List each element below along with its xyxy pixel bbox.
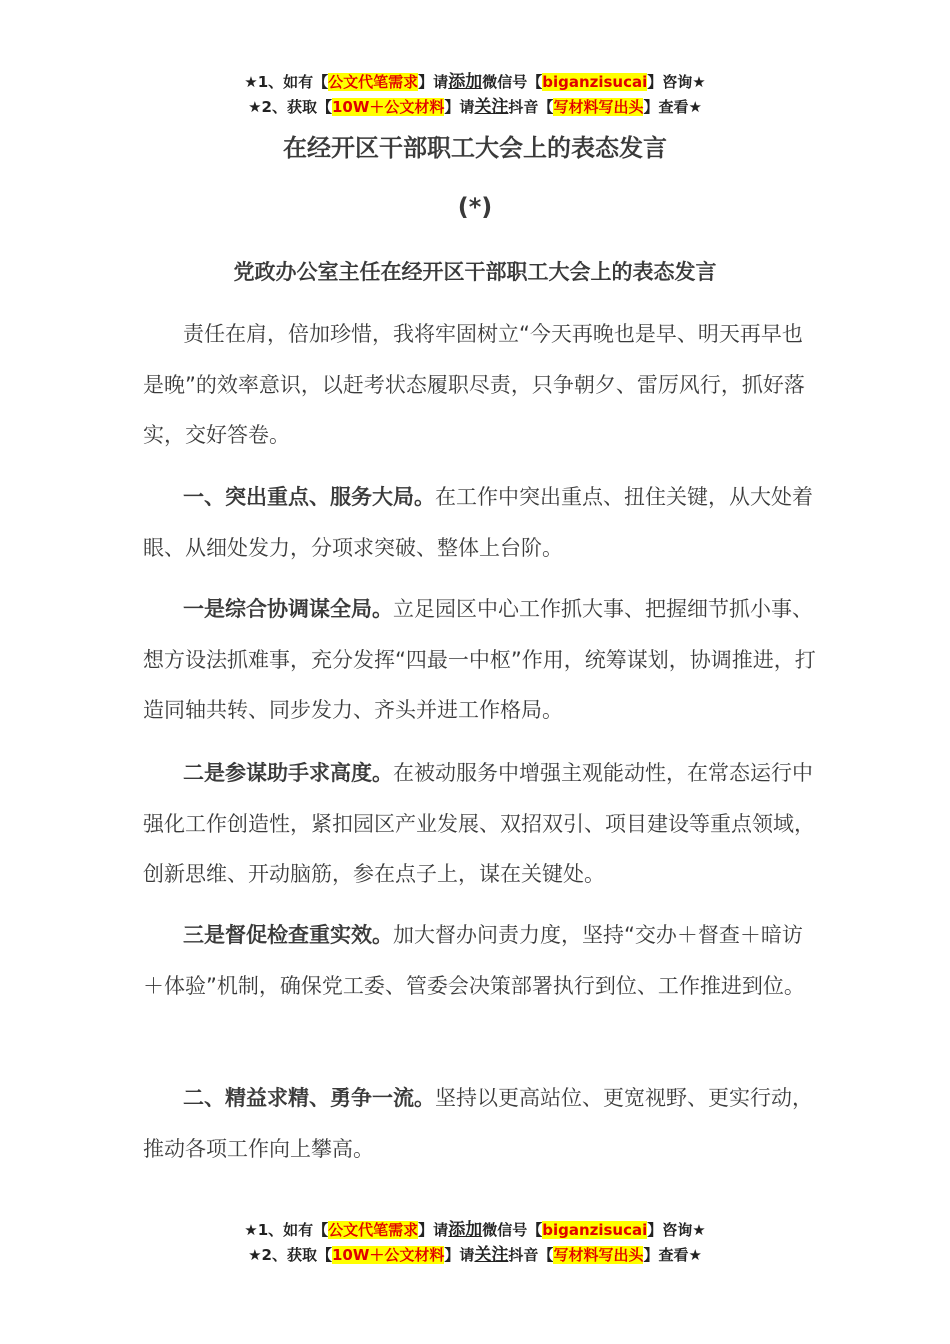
section-1-paragraph xyxy=(143,472,823,573)
banner-highlight-douyin: 写材料写出头 xyxy=(553,1246,644,1264)
banner-text: 】咨询★ xyxy=(647,73,706,91)
intro-paragraph: 责任在肩，倍加珍惜，我将牢固树立“今天再晚也是早、明天再早也是晚”的效率意识，以赶考状态履职尽责，只争朝夕、雷厉风行，抓好落实，交好答卷。 xyxy=(143,322,805,447)
document-title: 在经开区干部职工大会上的表态发言 xyxy=(283,134,667,162)
banner-text: ★2、获取【 xyxy=(248,98,332,116)
banner-line-1 xyxy=(0,70,950,95)
banner-text: ★1、如有【 xyxy=(244,1221,329,1239)
document-subtitle: 党政办公室主任在经开区干部职工大会上的表态发言 xyxy=(233,260,717,284)
bottom-banner xyxy=(0,1218,950,1268)
point-3-heading: 三是督促检查重实效。 xyxy=(183,923,393,947)
banner-line-1 xyxy=(0,1218,950,1243)
banner-highlight-service: 公文代笔需求 xyxy=(328,1221,419,1239)
point-2-body: 在被动服务中增强主观能动性，在常态运行中强化工作创造性，紧扣园区产业发展、双招双引、项目建设等重点领域，创新思维、开动脑筋，参在点子上，谋在关键处。 xyxy=(143,761,815,886)
point-3-body: 加大督办问责力度，坚持“交办＋督查＋暗访＋体验”机制，确保党工委、管委会决策部署执行到位、工作推进到位。 xyxy=(143,923,805,998)
banner-text: 】请 xyxy=(418,73,449,91)
banner-text: 抖音【 xyxy=(508,1246,554,1264)
section-2-body: 坚持以更高站位、更宽视野、更实行动，推动各项工作向上攀高。 xyxy=(143,1086,813,1161)
banner-highlight-materials: 10W＋公文材料 xyxy=(331,98,445,116)
banner-emphasis: 添加 xyxy=(448,1220,483,1240)
banner-text: ★2、获取【 xyxy=(248,1246,332,1264)
banner-emphasis: 添加 xyxy=(448,72,483,92)
top-banner xyxy=(0,70,950,120)
banner-text: 微信号【 xyxy=(482,73,543,91)
point-1-paragraph xyxy=(143,584,823,736)
banner-highlight-wechat-id: biganzisucai xyxy=(542,1221,648,1239)
point-1-body: 立足园区中心工作抓大事、把握细节抓小事、想方设法抓难事，充分发挥“四最一中枢”作用，统筹谋划，协调推进，打造同轴共转、同步发力、齐头并进工作格局。 xyxy=(143,597,816,722)
banner-text: 】咨询★ xyxy=(647,1221,706,1239)
document-number: (*) xyxy=(457,193,493,221)
section-1-body: 在工作中突出重点、扭住关键，从大处着眼、从细处发力，分项求突破、整体上台阶。 xyxy=(143,485,813,560)
banner-text: ★1、如有【 xyxy=(244,73,329,91)
section-2-paragraph xyxy=(143,1073,823,1174)
banner-highlight-service: 公文代笔需求 xyxy=(328,73,419,91)
section-1-heading: 一、突出重点、服务大局。 xyxy=(183,485,435,509)
banner-emphasis: 关注 xyxy=(474,1245,509,1265)
section-2-heading: 二、精益求精、勇争一流。 xyxy=(183,1086,435,1110)
banner-text: 微信号【 xyxy=(482,1221,543,1239)
banner-text: 】请 xyxy=(418,1221,449,1239)
banner-text: 】查看★ xyxy=(643,98,702,116)
banner-text: 】请 xyxy=(444,98,475,116)
banner-text: 】查看★ xyxy=(643,1246,702,1264)
banner-line-2 xyxy=(0,1243,950,1268)
banner-emphasis: 关注 xyxy=(474,97,509,117)
point-3-paragraph xyxy=(143,910,823,1011)
banner-line-2 xyxy=(0,95,950,120)
banner-highlight-douyin: 写材料写出头 xyxy=(553,98,644,116)
point-1-heading: 一是综合协调谋全局。 xyxy=(183,597,393,621)
point-2-paragraph xyxy=(143,748,823,900)
point-2-heading: 二是参谋助手求高度。 xyxy=(183,761,393,785)
banner-text: 】请 xyxy=(444,1246,475,1264)
banner-text: 抖音【 xyxy=(508,98,554,116)
banner-highlight-wechat-id: biganzisucai xyxy=(542,73,648,91)
banner-highlight-materials: 10W＋公文材料 xyxy=(331,1246,445,1264)
